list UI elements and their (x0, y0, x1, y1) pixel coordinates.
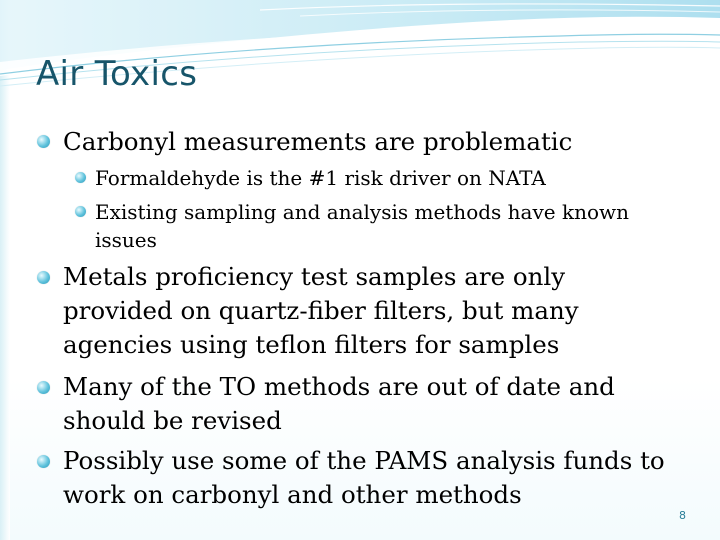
sub-bullet-item: Existing sampling and analysis methods have known issues (95, 200, 629, 252)
sub-bullet-dot-icon (75, 172, 86, 183)
bullet-item: Many of the TO methods are out of date and should be revised (63, 372, 615, 435)
bullet-dot-icon (37, 271, 50, 284)
page-number: 8 (679, 509, 686, 522)
bullet-item: Carbonyl measurements are problematic (63, 127, 573, 156)
bullet-dot-icon (37, 455, 50, 468)
bullet-dot-icon (37, 381, 50, 394)
bullet-item: Metals proficiency test samples are only provided on quartz-fiber filters, but many agencies using teflon filters for samples (63, 262, 579, 359)
bullet-dot-icon (37, 135, 50, 148)
bullet-item: Possibly use some of the PAMS analysis funds to work on carbonyl and other methods (63, 446, 665, 509)
sub-bullet-dot-icon (75, 206, 86, 217)
slide-title: Air Toxics (36, 54, 198, 94)
sub-bullet-item: Formaldehyde is the #1 risk driver on NATA (95, 166, 546, 190)
